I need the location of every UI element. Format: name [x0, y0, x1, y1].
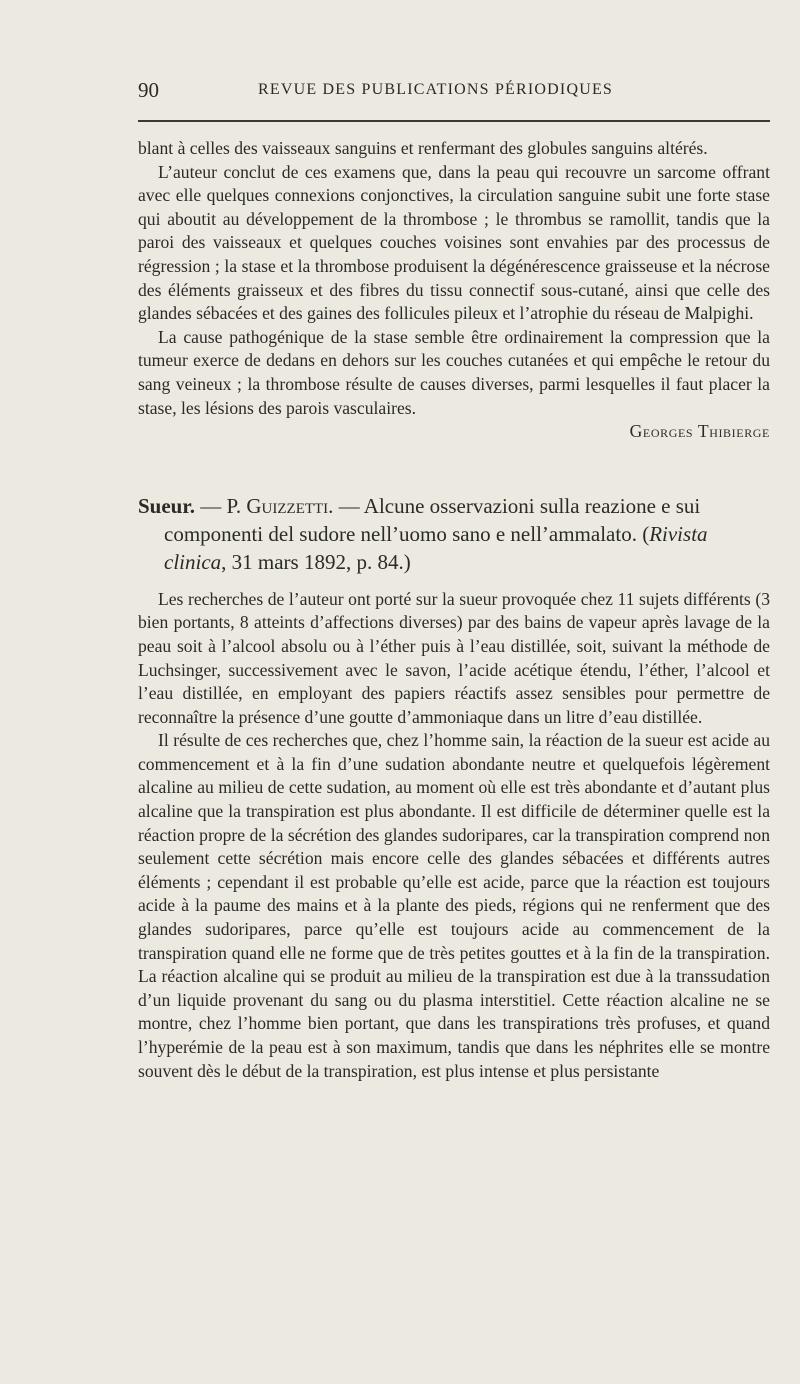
page-number: 90: [138, 78, 159, 102]
article1-signature-line: [138, 420, 770, 444]
article1-paragraph-2: L’auteur conclut de ces examens que, dans la peau qui recouvre un sarcome offrant avec elle quelques connexions conjonctives, la circulation sanguine subit une forte stase qui aboutit au développement de la thrombose ; le thrombus se ramollit, tandis que la paroi des vaisseaux et quelques couches voisines sont envahies par des processus de régression ; la stase et la thrombose produisent la dégénérescence graisseuse et la nécrose des éléments graisseux et des fibres du tissu connectif sous-cutané, ainsi que celle des glandes sébacées et des gaines des follicules pileux et l’atrophie du réseau de Malpighi.: [138, 161, 770, 324]
heading-citation: , 31 mars 1892, p. 84.): [221, 549, 411, 574]
heading-author: Guizzetti.: [246, 493, 334, 518]
article2-paragraph-2: Il résulte de ces recherches que, chez l’homme sain, la réaction de la sueur est acide au commencement et à la fin d’une sudation abondante neutre et quelquefois légèrement alcaline au milieu de cette sudation, au moment où elle est très abondante et d’autant plus alcaline que la transpiration est plus abondante. Il est difficile de déterminer quelle est la réaction propre de la sécrétion des glandes sudoripares, car la transpiration comprend non seulement cette sécrétion mais encore celle des glandes sébacées et différents autres éléments ; cependant il est probable qu’elle est acide, parce que la réaction est toujours acide à la paume des mains et à la plante des pieds, régions qui ne renferment que des glandes sudoripares, parce qu’elle est toujours acide au commencement de la transpiration quand elle ne forme que de très petites gouttes et à la fin de la transpiration. La réaction alcaline qui se produit au milieu de la transpiration est due à la transsudation d’un liquide provenant du sang ou du plasma interstitiel. Cette réaction alcaline ne se montre, chez l’homme bien portant, que dans les transpirations très profuses, et quand l’hyperémie de la peau est à son maximum, tandis que dans les néphrites elle se montre souvent dès le début de la transpiration, est plus intense et plus persistante: [138, 730, 770, 1081]
heading-title: — Alcune osservazioni sulla reazione e sui componenti del sudore nell’uomo sano e nell’ammalato. (: [164, 493, 701, 546]
page-header: [138, 78, 770, 106]
article1-paragraph-3-text: La cause pathogénique de la stase semble être ordinairement la compression que la tumeur exerce de dedans en dehors sur les couches cutanées et qui empêche le retour du sang veineux ; la thrombose résulte de causes diverses, parmi lesquelles il faut placer la stase, les lésions des parois vasculaires.: [138, 326, 770, 418]
article1-paragraph-3: [138, 326, 770, 420]
header-rule: [138, 120, 770, 122]
section-keyword: Sueur.: [138, 493, 196, 518]
article1-paragraph-1: blant à celles des vaisseaux sanguins et renfermant des globules sanguins altérés.: [138, 138, 708, 158]
page-body: [138, 137, 770, 1083]
article2-paragraph-1: Les recherches de l’auteur ont porté sur la sueur provoquée chez 11 sujets différents (3 bien portants, 8 atteints d’affections diverses) par des bains de vapeur après lavage de la peau soit à l’alcool absolu ou à l’éther puis à l’eau distillée, soit, suivant la méthode de Luchsinger, successivement avec le savon, l’acide acétique étendu, l’éther, l’alcool et l’eau distillée, en employant des papiers réactifs assez sensibles pour permettre de reconnaître la présence d’une goutte d’ammoniaque dans un litre d’eau distillée.: [138, 588, 770, 727]
running-title: REVUE DES PUBLICATIONS PÉRIODIQUES: [258, 81, 614, 98]
heading-journal: Rivista clinica: [164, 521, 708, 574]
author-signature: Georges Thibierge: [629, 421, 770, 442]
heading-dash: — P.: [195, 493, 247, 518]
article2-heading: [138, 492, 770, 576]
